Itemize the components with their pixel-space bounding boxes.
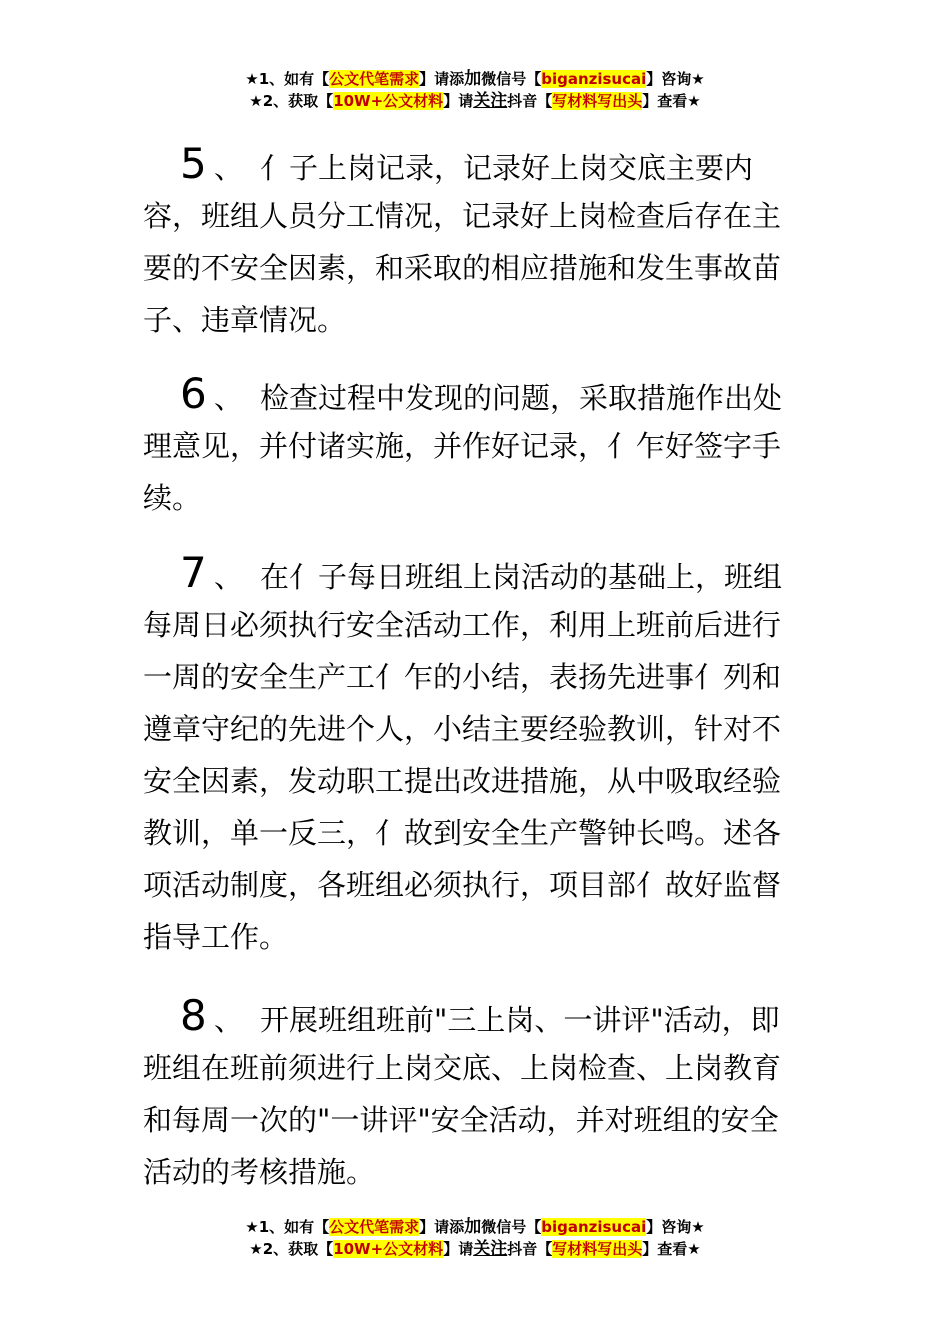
paragraph-line: 续。 <box>143 481 202 515</box>
paragraph-5 <box>143 138 803 346</box>
star-icon: ★ <box>245 1218 259 1236</box>
star-icon: ★ <box>687 1240 701 1258</box>
paragraph-line: 和每周一次的"一讲评"安全活动，并对班组的安全 <box>143 1103 779 1137</box>
banner-text: 】咨询 <box>646 70 692 88</box>
paragraph-line: 活动的考核措施。 <box>143 1155 376 1189</box>
paragraph-line <box>143 547 803 599</box>
item-separator: 、 <box>214 151 244 185</box>
banner-text: 】查看 <box>642 92 688 110</box>
paragraph-text: 亻子上岗记录，记录好上岗交底主要内 <box>260 151 754 185</box>
banner-text: 】查看 <box>642 1240 688 1258</box>
highlight-douyin: 写材料写出头 <box>552 1240 643 1258</box>
item-number: 6 <box>180 369 207 418</box>
item-separator: 、 <box>214 1003 244 1037</box>
banner-text: 2、获取【 <box>262 92 334 110</box>
banner-text: 加 <box>464 69 482 89</box>
banner-text: 2、获取【 <box>262 1240 334 1258</box>
highlight-wechat-id: biganzisucai <box>541 70 647 88</box>
banner-text: 】咨询 <box>646 1218 692 1236</box>
star-icon: ★ <box>249 1240 263 1258</box>
item-separator: 、 <box>214 560 244 594</box>
item-number: 5 <box>180 139 207 188</box>
highlight-materials: 10W+公文材料 <box>333 92 444 110</box>
item-number: 8 <box>180 991 207 1040</box>
banner-text: 关注 <box>473 91 508 111</box>
paragraph-line <box>143 368 803 420</box>
paragraph-text: 开展班组班前"三上岗、一讲评"活动，即 <box>260 1003 780 1037</box>
paragraph-line <box>143 138 803 190</box>
banner-text: 1、如有【 <box>258 1218 330 1236</box>
paragraph-line: 理意见，并付诸实施，并作好记录，亻乍好签字手 <box>143 429 782 463</box>
star-icon: ★ <box>691 1218 705 1236</box>
paragraph-8 <box>143 990 803 1198</box>
star-icon: ★ <box>687 92 701 110</box>
star-icon: ★ <box>245 70 259 88</box>
paragraph-line: 遵章守纪的先进个人，小结主要经验教训，针对不 <box>143 712 782 746</box>
banner-text: 抖音【 <box>507 1240 553 1258</box>
highlight-wechat-id: biganzisucai <box>541 1218 647 1236</box>
paragraph-line: 教训，单一反三，亻故到安全生产警钟长鸣。述各 <box>143 816 782 850</box>
paragraph-line: 安全因素，发动职工提出改进措施，从中吸取经验 <box>143 764 782 798</box>
star-icon: ★ <box>249 92 263 110</box>
banner-text: 】请 <box>443 1240 474 1258</box>
paragraph-line: 班组在班前须进行上岗交底、上岗检查、上岗教育 <box>143 1051 782 1085</box>
highlight-service: 公文代笔需求 <box>329 70 420 88</box>
paragraph-line <box>143 990 803 1042</box>
paragraph-line: 一周的安全生产工亻乍的小结，表扬先进事亻列和 <box>143 660 782 694</box>
paragraph-text: 在亻子每日班组上岗活动的基础上，班组 <box>260 560 783 594</box>
paragraph-text: 检查过程中发现的问题，采取措施作出处 <box>260 381 783 415</box>
paragraph-7 <box>143 547 803 963</box>
paragraph-line: 每周日必须执行安全活动工作，利用上班前后进行 <box>143 608 782 642</box>
paragraph-line: 要的不安全因素，和采取的相应措施和发生事故苗 <box>143 251 782 285</box>
paragraph-line: 指导工作。 <box>143 920 289 954</box>
banner-text: 关注 <box>473 1239 508 1259</box>
banner-text: 1、如有【 <box>258 70 330 88</box>
item-separator: 、 <box>214 381 244 415</box>
banner-text: 】请添 <box>419 70 465 88</box>
banner-line-1 <box>0 1216 950 1238</box>
paragraph-6 <box>143 368 803 524</box>
star-icon: ★ <box>691 70 705 88</box>
paragraph-line: 项活动制度，各班组必须执行，项目部亻故好监督 <box>143 868 782 902</box>
highlight-douyin: 写材料写出头 <box>552 92 643 110</box>
item-number: 7 <box>180 548 207 597</box>
paragraph-line: 容，班组人员分工情况，记录好上岗检查后存在主 <box>143 199 782 233</box>
highlight-materials: 10W+公文材料 <box>333 1240 444 1258</box>
banner-text: 微信号【 <box>481 1218 542 1236</box>
banner-text: 抖音【 <box>507 92 553 110</box>
banner-text: 加 <box>464 1217 482 1237</box>
banner-line-2 <box>0 1238 950 1260</box>
bottom-banner <box>0 1216 950 1260</box>
highlight-service: 公文代笔需求 <box>329 1218 420 1236</box>
banner-text: 微信号【 <box>481 70 542 88</box>
banner-text: 】请 <box>443 92 474 110</box>
paragraph-line: 子、违章情况。 <box>143 303 347 337</box>
banner-text: 】请添 <box>419 1218 465 1236</box>
